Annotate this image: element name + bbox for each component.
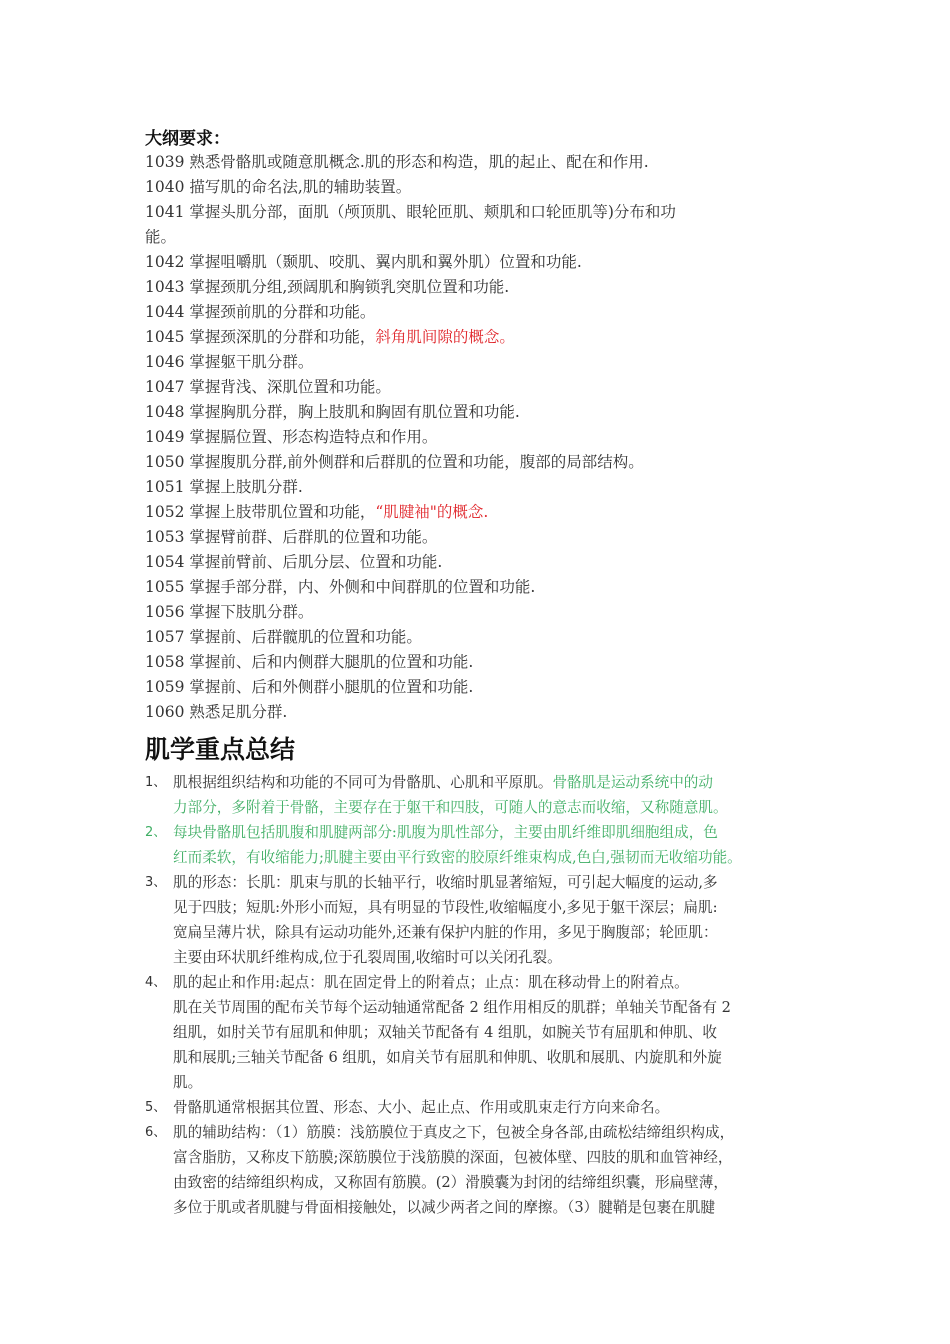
outline-item-text: 1039 熟悉骨骼肌或随意肌概念.肌的形态和构造，肌的起止、配在和作用.	[145, 153, 649, 171]
outline-item	[145, 600, 805, 625]
outline-item	[145, 175, 805, 200]
outline-item	[145, 650, 805, 675]
outline-item	[145, 400, 805, 425]
summary-item-number: 6、	[145, 1125, 167, 1140]
summary-item	[145, 1120, 815, 1220]
outline-item-text: 1052 掌握上肢带肌位置和功能，	[145, 503, 376, 521]
summary-line	[173, 870, 815, 895]
outline-item-text: 1059 掌握前、后和外侧群小腿肌的位置和功能.	[145, 678, 474, 696]
outline-item-text: 1049 掌握膈位置、形态构造特点和作用。	[145, 428, 438, 446]
outline-item-text: 1043 掌握颈肌分组,颈阔肌和胸锁乳突肌位置和功能.	[145, 278, 510, 296]
summary-text: 见于四肢；短肌:外形小而短，具有明显的节段性,收缩幅度小,多见于躯干深层；扁肌:	[173, 899, 718, 916]
summary-line	[173, 1145, 815, 1170]
outline-list	[145, 150, 805, 725]
outline-heading: 大纲要求：	[145, 129, 230, 149]
summary-line	[173, 1045, 815, 1070]
outline-item-text: 1054 掌握前臂前、后肌分层、位置和功能.	[145, 553, 443, 571]
outline-item	[145, 325, 805, 350]
summary-highlight-text: 红而柔软，有收缩能力;肌腱主要由平行致密的胶原纤维束构成,色白,强韧而无收缩功能。	[173, 849, 742, 866]
summary-line	[173, 945, 815, 970]
outline-item-text: 1058 掌握前、后和内侧群大腿肌的位置和功能.	[145, 653, 474, 671]
summary-line	[173, 1195, 815, 1220]
summary-text: 富含脂肪，又称皮下筋膜;深筋膜位于浅筋膜的深面，包被体壁、四肢的肌和血管神经，	[173, 1149, 733, 1166]
outline-item-text: 1046 掌握躯干肌分群。	[145, 353, 314, 371]
outline-item	[145, 475, 805, 500]
summary-line	[173, 970, 815, 995]
summary-text: 肌的形态：长肌：肌束与肌的长轴平行，收缩时肌显著缩短，可引起大幅度的运动,多	[173, 874, 718, 891]
summary-item-number: 2、	[145, 825, 167, 840]
outline-item-text: 1045 掌握颈深肌的分群和功能，	[145, 328, 376, 346]
outline-item-text: 1048 掌握胸肌分群，胸上肢肌和胸固有肌位置和功能.	[145, 403, 520, 421]
summary-text: 肌和展肌;三轴关节配备 6 组肌，如肩关节有屈肌和伸肌、收肌和展肌、内旋肌和外旋	[173, 1049, 722, 1066]
summary-text: 肌。	[173, 1074, 203, 1091]
summary-text: 肌在关节周围的配布关节每个运动轴通常配备 2 组作用相反的肌群；单轴关节配备有 2	[173, 999, 731, 1016]
summary-item-number: 1、	[145, 775, 167, 790]
highlighted-concept: 斜角肌间隙的概念。	[375, 328, 515, 346]
outline-item	[145, 675, 805, 700]
outline-item	[145, 150, 805, 175]
summary-line	[173, 1020, 815, 1045]
summary-line	[173, 920, 815, 945]
outline-item	[145, 375, 805, 400]
summary-highlight-text: 每块骨骼肌包括肌腹和肌腱两部分:肌腹为肌性部分，主要由肌纤维即肌细胞组成，色	[173, 824, 718, 841]
summary-text: 肌的辅助结构：（1）筋膜：浅筋膜位于真皮之下，包被全身各部,由疏松结缔组织构成，	[173, 1124, 735, 1141]
outline-item	[145, 525, 805, 550]
outline-item	[145, 575, 805, 600]
summary-text: 宽扁呈薄片状，除具有运动功能外,还兼有保护内脏的作用，多见于胸腹部；轮匝肌：	[173, 924, 718, 941]
summary-text: 多位于肌或者肌腱与骨面相接触处，以减少两者之间的摩擦。（3）腱鞘是包裹在肌腱	[173, 1199, 715, 1216]
summary-item	[145, 1095, 815, 1120]
summary-item	[145, 820, 815, 870]
outline-item	[145, 625, 805, 650]
outline-item	[145, 250, 805, 275]
summary-item	[145, 770, 815, 820]
summary-item	[145, 870, 815, 970]
summary-line	[173, 795, 815, 820]
summary-highlight-text: 力部分，多附着于骨骼，主要存在于躯干和四肢，可随人的意志而收缩，又称随意肌。	[173, 799, 728, 816]
outline-item-text: 1051 掌握上肢肌分群.	[145, 478, 303, 496]
summary-item-number: 4、	[145, 975, 167, 990]
outline-item	[145, 550, 805, 575]
summary-text: 肌的起止和作用:起点：肌在固定骨上的附着点；止点：肌在移动骨上的附着点。	[173, 974, 689, 991]
outline-item-text: 1041 掌握头肌分部，面肌（颅顶肌、眼轮匝肌、颊肌和口轮匝肌等)分布和功	[145, 203, 676, 221]
summary-line	[173, 1070, 815, 1095]
outline-item-text: 1053 掌握臂前群、后群肌的位置和功能。	[145, 528, 438, 546]
outline-item-text: 1055 掌握手部分群，内、外侧和中间群肌的位置和功能.	[145, 578, 536, 596]
summary-line	[173, 895, 815, 920]
outline-item	[145, 500, 805, 525]
summary-text: 组肌，如肘关节有屈肌和伸肌；双轴关节配备有 4 组肌，如腕关节有屈肌和伸肌、收	[173, 1024, 717, 1041]
summary-line	[173, 820, 815, 845]
summary-item-number: 3、	[145, 875, 167, 890]
summary-text: 骨骼肌通常根据其位置、形态、大小、起止点、作用或肌束走行方向来命名。	[173, 1099, 670, 1116]
outline-item	[145, 275, 805, 300]
highlighted-concept: “肌腱袖"的概念.	[375, 503, 489, 521]
summary-text: 肌根据组织结构和功能的不同可为骨骼肌、心肌和平原肌。	[173, 774, 553, 791]
summary-item	[145, 970, 815, 1095]
summary-line	[173, 1120, 815, 1145]
outline-item-text: 1060 熟悉足肌分群.	[145, 703, 288, 721]
outline-item-text: 1044 掌握颈前肌的分群和功能。	[145, 303, 376, 321]
summary-list	[145, 770, 815, 1220]
outline-item-continuation: 能。	[145, 228, 177, 246]
summary-text: 主要由环状肌纤维构成,位于孔裂周围,收缩时可以关闭孔裂。	[173, 949, 562, 966]
outline-item-text: 1057 掌握前、后群髋肌的位置和功能。	[145, 628, 422, 646]
outline-item-text: 1047 掌握背浅、深肌位置和功能。	[145, 378, 391, 396]
outline-item	[145, 200, 805, 225]
outline-item-text: 1050 掌握腹肌分群,前外侧群和后群肌的位置和功能，腹部的局部结构。	[145, 453, 644, 471]
outline-item	[145, 700, 805, 725]
summary-line	[173, 845, 815, 870]
summary-highlight-text: 骨骼肌是运动系统中的动	[552, 774, 713, 791]
outline-item	[145, 450, 805, 475]
outline-item	[145, 425, 805, 450]
summary-line	[173, 995, 815, 1020]
outline-item-text: 1042 掌握咀嚼肌（颞肌、咬肌、翼内肌和翼外肌）位置和功能.	[145, 253, 582, 271]
summary-title: 肌学重点总结	[145, 735, 296, 764]
outline-item	[145, 300, 805, 325]
outline-item	[145, 350, 805, 375]
summary-line	[173, 1095, 815, 1120]
summary-line	[173, 770, 815, 795]
outline-item-text: 1056 掌握下肢肌分群。	[145, 603, 314, 621]
summary-text: 由致密的结缔组织构成，又称固有筋膜。(2）滑膜囊为封闭的结缔组织囊，形扁壁薄，	[173, 1174, 728, 1191]
summary-line	[173, 1170, 815, 1195]
summary-item-number: 5、	[145, 1100, 167, 1115]
outline-item-text: 1040 描写肌的命名法,肌的辅助装置。	[145, 178, 412, 196]
